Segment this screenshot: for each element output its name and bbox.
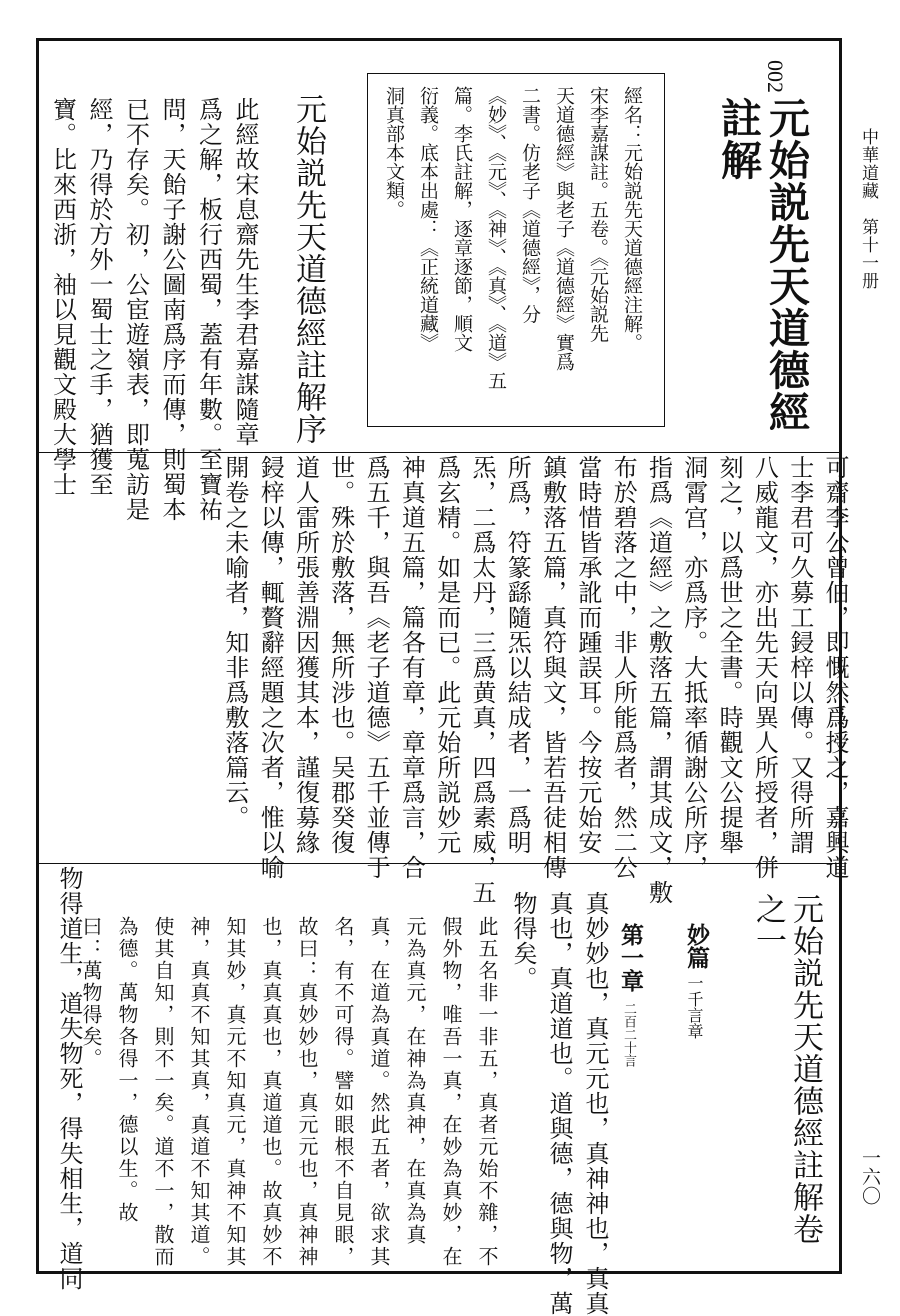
catalog-note-line: 《妙》、《元》、《神》、《真》、《道》五 [485,86,507,390]
juan-subtitle: 之一 [750,893,786,955]
title-main-cont: 註解 [714,97,762,181]
zhang-note: 二百二十言 [621,1002,636,1067]
commentary-line: 使其自知，則不一矣。道不一，散而 [151,916,175,1268]
catalog-note-line: 洞真部本文類。 [383,86,405,219]
body-line: 鎮敷落五篇，真符與文，皆若吾徒相傳 [538,455,567,880]
body-line: 所爲，符篆繇隨炁以結成者，一爲明 [503,455,532,855]
catalog-note-line: 衍義。底本出處：《正統道藏》 [417,86,439,352]
commentary-line: 為德。萬物各得一，德以生。故 [115,916,139,1224]
zhang-title: 第一章 [617,923,644,992]
body-line: 開卷之未喻者，知非爲敷落篇云。 [220,455,249,830]
pian-title: 妙篇 [683,923,710,969]
body-line: 爲五千，與吾《老子道德》五千並傳于 [362,455,391,880]
preface-title: 元始説先天道德經註解序 [290,93,326,445]
running-head: 中華道藏 第十一册 [858,128,878,290]
commentary-line: 元為真元，在神為真神，在真為真 [403,916,427,1246]
preface-line: 已不存矣。初，公宦遊嶺表，即蒐訪是 [121,97,150,522]
preface-line: 經，乃得於方外一蜀士之手，猶獲至 [85,97,113,497]
commentary-line: 假外物，唯吾一真，在妙為真妙，在 [439,916,463,1268]
body-line: 布於碧落之中，非人所能爲者，然二公 [609,455,638,880]
catalog-note-box [367,73,665,427]
commentary-line: 名，有不可得。譬如眼根不自見眼， [331,916,355,1268]
title-main: 元始説先天道德經 [762,97,810,433]
catalog-note-line: 二書。仿老子《道德經》，分 [519,86,541,324]
catalog-note-line: 宋李嘉謀註。五卷。《元始説先 [587,86,609,343]
body-line: 可齋李公曾伯，即慨然爲授之，嘉興道 [821,455,849,880]
preface-line: 寶。比來西浙，袖以見觀文殿大學士 [48,97,77,497]
scripture-line: 真也，真道道也。道與德，德與物，萬 [545,891,573,1316]
body-line: 物得道生，道失物死，得失相生，道同 [55,866,83,1291]
body-line: 世。殊於敷落，無所涉也。吴郡癸復 [326,455,355,855]
page-number: 一六〇 [859,1148,881,1205]
pian-note: 一千言章 [685,975,704,1039]
section-divider-bottom [39,863,839,864]
preface-line: 此經故宋息齋先生李君嘉謀隨章 [231,97,259,447]
commentary-line: 故曰：真妙妙也，真元元也，真神神 [295,916,319,1268]
body-line: 炁，二爲太丹，三爲黄真，四爲素威，五 [468,455,496,905]
scripture-line: 真妙妙也，真元元也，真神神也，真真 [581,891,609,1316]
catalog-note-line: 經名：元始説先天道德經注解。 [621,86,643,352]
body-line: 洞霄宫，亦爲序。大抵率循謝公所序， [679,455,708,880]
text-number: 002 [763,60,788,93]
commentary-line: 此五名非一非五，真者元始不雜，不 [475,916,499,1268]
commentary-line: 曰：萬物得矣。 [79,916,103,1070]
body-line: 爲玄精。如是而已。此元始所説妙元 [432,455,461,855]
body-line: 神真道五篇，篇各有章，章章爲言，合 [397,455,426,880]
preface-line: 問，天飴子謝公圖南爲序而傳，則蜀本 [158,97,186,522]
commentary-line: 真，在道為真道。然此五者，欲求其 [367,916,391,1268]
preface-line: 爲之解，板行西蜀，蓋有年數。至寶祐 [194,97,223,522]
body-line: 八威龍文，亦出先天向異人所授者，併 [750,455,779,880]
body-line: 鋟梓以傳，輒贅辭經題之次者，惟以喻 [256,455,285,880]
body-line: 指爲《道經》之敷落五篇，謂其成文，敷 [644,455,673,905]
scripture-line: 物得矣。 [509,891,537,991]
juan-title: 元始説先天道德經註解卷 [787,893,823,1245]
commentary-line: 也，真真真也，真道道也。故真妙不 [259,916,283,1268]
body-line: 士李君可久募工鋟梓以傳。又得所謂 [785,455,814,855]
body-line: 道人雷所張善淵因獲其本，謹復募緣 [291,455,320,855]
catalog-note-line: 篇。李氏註解，逐章逐節，順文 [451,86,473,352]
commentary-line: 神，真真不知其真，真道不知其道。 [187,916,211,1268]
catalog-note-line: 天道德經》與老子《道德經》實爲 [553,86,575,371]
body-line: 當時惜皆承訛而踵誤耳。今按元始安 [573,455,602,855]
body-line: 刻之，以爲世之全書。時觀文公提舉 [715,455,744,855]
commentary-line: 知其妙，真元不知真元，真神不知其 [223,916,247,1268]
